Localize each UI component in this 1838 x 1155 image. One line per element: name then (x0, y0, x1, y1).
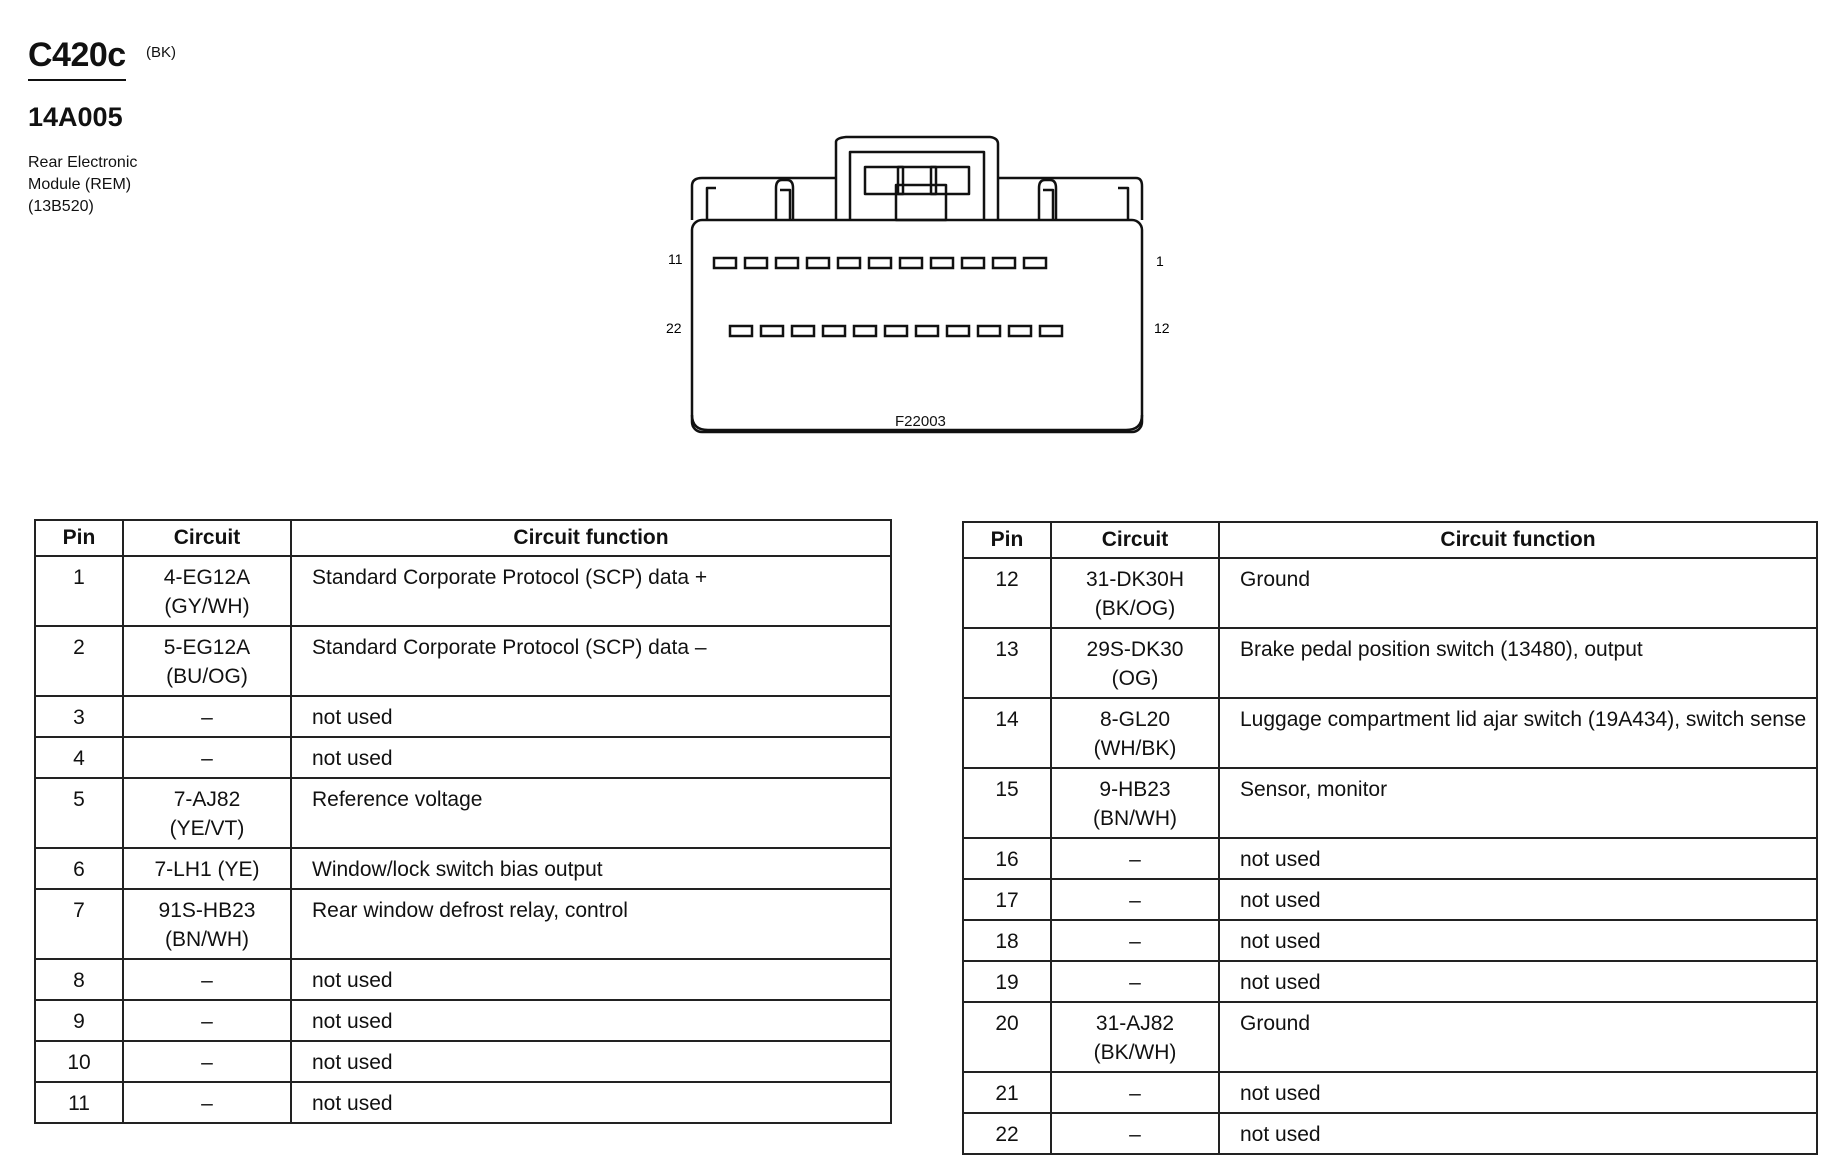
title-block (28, 36, 176, 81)
circuit-cell (1051, 698, 1219, 768)
circuit-cell (123, 778, 291, 848)
pin-number: 21 (963, 1072, 1051, 1113)
component-name-line: Module (REM) (28, 176, 132, 193)
circuit-line: 7-AJ82 (173, 788, 241, 811)
circuit-line: (WH/BK) (1093, 737, 1177, 760)
function-column-header: Circuit function (1219, 522, 1817, 558)
pin-row (963, 920, 1817, 961)
bottom-pin-cavity (885, 326, 907, 336)
pin-number: 1 (35, 556, 123, 626)
circuit-line: 4-EG12A (163, 566, 251, 589)
circuit-function: Ground (1219, 1002, 1817, 1072)
top-pin-cavity (900, 258, 922, 268)
top-pin-cavity (714, 258, 736, 268)
circuit-cell (1051, 879, 1219, 920)
circuit-cell (123, 889, 291, 959)
pin-row (35, 1041, 891, 1082)
top-pin-cavity (1024, 258, 1046, 268)
pin-number: 2 (35, 626, 123, 696)
circuit-line: – (1129, 971, 1141, 994)
circuit-line: 31-AJ82 (1095, 1012, 1175, 1035)
top-pin-cavity (745, 258, 767, 268)
circuit-cell (123, 1082, 291, 1123)
circuit-cell (123, 556, 291, 626)
pin-number: 20 (963, 1002, 1051, 1072)
figure-reference: F22003 (895, 413, 946, 430)
circuit-cell (1051, 961, 1219, 1002)
pin-number: 14 (963, 698, 1051, 768)
circuit-line: – (1129, 1082, 1141, 1105)
circuit-cell (1051, 558, 1219, 628)
circuit-function: Reference voltage (291, 778, 891, 848)
pin-row (963, 628, 1817, 698)
pin-label-1: 1 (1156, 253, 1164, 269)
pin-number: 19 (963, 961, 1051, 1002)
circuit-line: 5-EG12A (163, 636, 251, 659)
top-pin-cavity (807, 258, 829, 268)
circuit-function: Sensor, monitor (1219, 768, 1817, 838)
circuit-line: (GY/WH) (164, 595, 250, 618)
circuit-function: not used (291, 1000, 891, 1041)
circuit-function: not used (1219, 961, 1817, 1002)
pin-row (35, 889, 891, 959)
top-pin-cavity (962, 258, 984, 268)
circuit-cell (123, 696, 291, 737)
pin-label-11: 11 (668, 251, 683, 267)
pinout-table-left (34, 519, 892, 1124)
pin-number: 6 (35, 848, 123, 889)
circuit-column-header: Circuit (123, 520, 291, 556)
pin-number: 5 (35, 778, 123, 848)
pin-number: 11 (35, 1082, 123, 1123)
pin-number: 12 (963, 558, 1051, 628)
circuit-line: – (201, 706, 213, 729)
pin-number: 18 (963, 920, 1051, 961)
component-name-line: Rear Electronic (28, 154, 138, 171)
circuit-line: (BN/WH) (165, 928, 249, 951)
pin-number: 15 (963, 768, 1051, 838)
circuit-cell (1051, 768, 1219, 838)
circuit-column-header: Circuit (1051, 522, 1219, 558)
pin-row (35, 778, 891, 848)
bottom-pin-cavity (916, 326, 938, 336)
pin-column-header: Pin (35, 520, 123, 556)
circuit-function: Rear window defrost relay, control (291, 889, 891, 959)
pin-number: 3 (35, 696, 123, 737)
circuit-cell (1051, 1113, 1219, 1154)
circuit-function: not used (1219, 920, 1817, 961)
connector-id: C420c (28, 36, 126, 81)
pin-row (35, 959, 891, 1000)
pin-number: 7 (35, 889, 123, 959)
bottom-pin-cavity (730, 326, 752, 336)
circuit-line: 91S-HB23 (158, 899, 256, 922)
circuit-cell (1051, 1072, 1219, 1113)
pin-number: 9 (35, 1000, 123, 1041)
circuit-function: not used (291, 959, 891, 1000)
circuit-line: – (201, 1010, 213, 1033)
circuit-cell (1051, 1002, 1219, 1072)
circuit-cell (123, 626, 291, 696)
bottom-pin-cavity (761, 326, 783, 336)
pin-label-22: 22 (666, 320, 682, 336)
pin-row (35, 737, 891, 778)
circuit-line: – (1129, 930, 1141, 953)
circuit-cell (1051, 628, 1219, 698)
top-pin-cavity (776, 258, 798, 268)
pin-number: 16 (963, 838, 1051, 879)
circuit-function: Ground (1219, 558, 1817, 628)
pin-column-header: Pin (963, 522, 1051, 558)
pin-number: 17 (963, 879, 1051, 920)
circuit-cell (1051, 838, 1219, 879)
circuit-function: Luggage compartment lid ajar switch (19A434), switch sense (1219, 698, 1817, 768)
bottom-pin-cavity (792, 326, 814, 336)
circuit-cell (1051, 920, 1219, 961)
circuit-function: Standard Corporate Protocol (SCP) data – (291, 626, 891, 696)
circuit-cell (123, 1000, 291, 1041)
circuit-function: Standard Corporate Protocol (SCP) data + (291, 556, 891, 626)
pin-row (963, 1072, 1817, 1113)
circuit-function: not used (291, 1082, 891, 1123)
circuit-function: Window/lock switch bias output (291, 848, 891, 889)
pin-row (35, 556, 891, 626)
pinout-table-right (962, 521, 1818, 1155)
circuit-line: (BN/WH) (1093, 807, 1177, 830)
pin-row (963, 1002, 1817, 1072)
bottom-pin-cavity (1040, 326, 1062, 336)
circuit-cell (123, 959, 291, 1000)
circuit-line: – (201, 1092, 213, 1115)
circuit-line: (OG) (1111, 667, 1159, 690)
circuit-line: 9-HB23 (1099, 778, 1171, 801)
function-column-header: Circuit function (291, 520, 891, 556)
circuit-line: (YE/VT) (169, 817, 245, 840)
circuit-line: 29S-DK30 (1086, 638, 1184, 661)
circuit-line: (BK/WH) (1093, 1041, 1177, 1064)
circuit-line: – (201, 969, 213, 992)
circuit-function: not used (1219, 1113, 1817, 1154)
pin-row (963, 879, 1817, 920)
pin-row (963, 838, 1817, 879)
circuit-line: (BK/OG) (1094, 597, 1176, 620)
pin-row (35, 1082, 891, 1123)
bottom-pin-cavity (1009, 326, 1031, 336)
pin-row (35, 696, 891, 737)
pin-number: 13 (963, 628, 1051, 698)
pin-number: 8 (35, 959, 123, 1000)
pin-number: 4 (35, 737, 123, 778)
pin-row (35, 848, 891, 889)
circuit-function: not used (1219, 838, 1817, 879)
circuit-line: – (1129, 889, 1141, 912)
pin-number: 10 (35, 1041, 123, 1082)
circuit-cell (123, 1041, 291, 1082)
circuit-function: not used (1219, 1072, 1817, 1113)
circuit-function: Brake pedal position switch (13480), output (1219, 628, 1817, 698)
connector-color-code: (BK) (146, 44, 176, 61)
pin-label-12: 12 (1154, 320, 1170, 336)
bottom-pin-cavity (978, 326, 1000, 336)
circuit-line: – (1129, 848, 1141, 871)
pin-row (963, 1113, 1817, 1154)
top-pin-cavity (869, 258, 891, 268)
component-name (28, 152, 137, 218)
circuit-function: not used (291, 737, 891, 778)
circuit-function: not used (291, 696, 891, 737)
component-name-line: (13B520) (28, 198, 94, 215)
circuit-cell (123, 737, 291, 778)
pin-row (963, 698, 1817, 768)
bottom-pin-cavity (823, 326, 845, 336)
circuit-line: – (1129, 1123, 1141, 1146)
part-number: 14A005 (28, 102, 123, 132)
circuit-function: not used (291, 1041, 891, 1082)
connector-housing (692, 137, 1142, 432)
connector-diagram (660, 130, 1180, 450)
pin-number: 22 (963, 1113, 1051, 1154)
pin-row-top (714, 258, 1046, 268)
pin-row (963, 768, 1817, 838)
circuit-line: 8-GL20 (1099, 708, 1171, 731)
pin-row (35, 1000, 891, 1041)
pin-row (963, 558, 1817, 628)
bottom-pin-cavity (947, 326, 969, 336)
pin-row (963, 961, 1817, 1002)
circuit-cell (123, 848, 291, 889)
circuit-line: – (201, 747, 213, 770)
bottom-pin-cavity (854, 326, 876, 336)
circuit-line: – (201, 1051, 213, 1074)
circuit-line: (BU/OG) (166, 665, 248, 688)
top-pin-cavity (838, 258, 860, 268)
top-pin-cavity (931, 258, 953, 268)
circuit-line: 7-LH1 (YE) (154, 858, 260, 881)
top-pin-cavity (993, 258, 1015, 268)
circuit-function: not used (1219, 879, 1817, 920)
pin-row (35, 626, 891, 696)
circuit-line: 31-DK30H (1085, 568, 1185, 591)
pin-row-bottom (730, 326, 1062, 336)
